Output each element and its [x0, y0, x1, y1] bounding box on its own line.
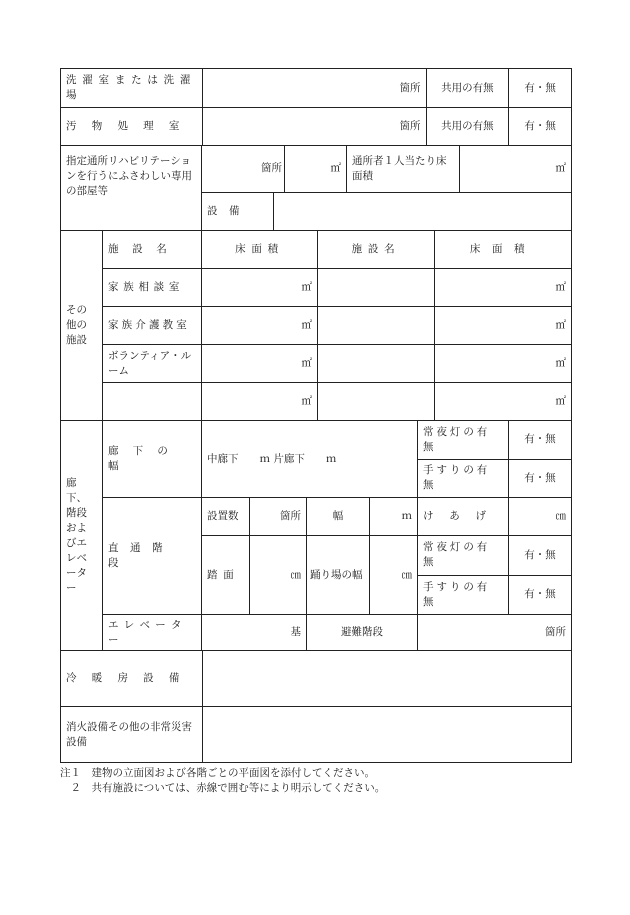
laundry-label: 洗濯室または洗濯場 [66, 74, 197, 101]
table-row [102, 306, 571, 344]
sewage-label: 汚物処理室 [66, 120, 195, 132]
stairs-night-light-choice[interactable]: 有・無 [508, 536, 571, 575]
hall-night-light-choice[interactable]: 有・無 [508, 421, 571, 459]
other-row-name2[interactable] [317, 383, 434, 420]
stairs-landing-field[interactable]: ㎝ [369, 536, 417, 614]
other-row-area1[interactable]: ㎡ [201, 345, 317, 382]
other-row-name: 家族介護教室 [102, 307, 201, 344]
evac-stairs-label: 避難階段 [306, 615, 417, 650]
rehab-per-person-label: 通所者１人当たり床面積 [346, 146, 459, 192]
rehab-row [61, 145, 571, 230]
stairs-width-label: 幅 [306, 498, 369, 535]
sewage-shared-label: 共用の有無 [426, 108, 509, 145]
stairs-count-field[interactable]: 箇所 [249, 498, 306, 535]
other-row-area2[interactable]: ㎡ [434, 307, 571, 344]
footnotes [60, 766, 580, 796]
other-row-area1[interactable]: ㎡ [201, 383, 317, 420]
rehab-equipment-field[interactable] [273, 193, 571, 230]
elevator-label: エレベーター [102, 615, 201, 650]
other-row-area2[interactable]: ㎡ [434, 383, 571, 420]
hvac-field[interactable] [202, 651, 571, 706]
footnote: ２ 共有施設については、赤線で囲む等により明示してください。 [60, 782, 386, 794]
other-row-name2[interactable] [317, 269, 434, 306]
evac-stairs-field[interactable]: 箇所 [417, 615, 571, 650]
other-row-name: ボランティア・ルーム [102, 345, 201, 382]
other-row-area2[interactable]: ㎡ [434, 269, 571, 306]
stairs-tread-label: 踏面 [201, 536, 249, 614]
hall-night-light-label: 常夜灯の有無 [417, 421, 508, 459]
stairs-riser-field[interactable]: ㎝ [508, 498, 571, 535]
rehab-count-field[interactable]: 箇所 [201, 146, 284, 192]
corridor-label: 廊下、階段およびエレベーター [66, 476, 87, 594]
stairs-label: 直通階段 [102, 498, 201, 614]
other-row-name2[interactable] [317, 345, 434, 382]
laundry-shared-label: 共用の有無 [426, 69, 509, 107]
stairs-handrail-label: 手すりの有無 [417, 576, 508, 615]
table-row [102, 344, 571, 382]
other-header-area1: 床面積 [201, 231, 317, 268]
fire-field[interactable] [202, 707, 571, 762]
other-row-name2[interactable] [317, 307, 434, 344]
laundry-count-field[interactable]: 箇所 [202, 69, 425, 107]
other-row-area1[interactable]: ㎡ [201, 269, 317, 306]
hvac-row [61, 650, 571, 706]
stairs-night-light-label: 常夜灯の有無 [417, 536, 508, 575]
table-row [102, 382, 571, 420]
rehab-label: 指定通所リハビリテーションを行うにふさわしい専用の部屋等 [66, 155, 192, 197]
other-facilities-section [61, 230, 571, 420]
stairs-tread-field[interactable]: ㎝ [249, 536, 306, 614]
fire-label: 消火設備その他の非常災害設備 [66, 720, 192, 748]
laundry-row [61, 69, 571, 107]
corridor-section [61, 420, 571, 650]
laundry-shared-choice[interactable]: 有・無 [508, 69, 571, 107]
other-row-name[interactable] [102, 383, 201, 420]
fire-row [61, 706, 571, 762]
stairs-riser-label: けあげ [417, 498, 508, 535]
hall-handrail-label: 手すりの有無 [417, 460, 508, 498]
sewage-shared-choice[interactable]: 有・無 [508, 108, 571, 145]
other-header-area2: 床面積 [434, 231, 571, 268]
hall-width-label: 廊下の幅 [102, 421, 201, 497]
other-row-name: 家族相談室 [102, 269, 201, 306]
other-header-name2: 施設名 [317, 231, 434, 268]
other-row-area2[interactable]: ㎡ [434, 345, 571, 382]
elevator-count-field[interactable]: 基 [201, 615, 306, 650]
footnote: 注１ 建物の立面図および各階ごとの平面図を添付してください。 [60, 767, 375, 779]
other-facilities-label: その他の施設 [66, 304, 87, 346]
sewage-row [61, 107, 571, 145]
table-row [102, 268, 571, 306]
stairs-handrail-choice[interactable]: 有・無 [508, 576, 571, 615]
hall-handrail-choice[interactable]: 有・無 [508, 460, 571, 498]
other-row-area1[interactable]: ㎡ [201, 307, 317, 344]
hall-width-field[interactable]: 中廊下 ｍ 片廊下 ｍ [201, 421, 417, 497]
facility-form [60, 68, 572, 763]
stairs-landing-label: 踊り場の幅 [306, 536, 369, 614]
other-header-name1: 施設名 [102, 231, 201, 268]
hvac-label: 冷暖房設備 [66, 672, 195, 684]
rehab-area-field[interactable]: ㎡ [284, 146, 346, 192]
stairs-width-field[interactable]: ｍ [369, 498, 417, 535]
stairs-count-label: 設置数 [201, 498, 249, 535]
rehab-per-person-field[interactable]: ㎡ [459, 146, 571, 192]
rehab-equipment-label: 設備 [201, 193, 273, 230]
sewage-count-field[interactable]: 箇所 [202, 108, 425, 145]
